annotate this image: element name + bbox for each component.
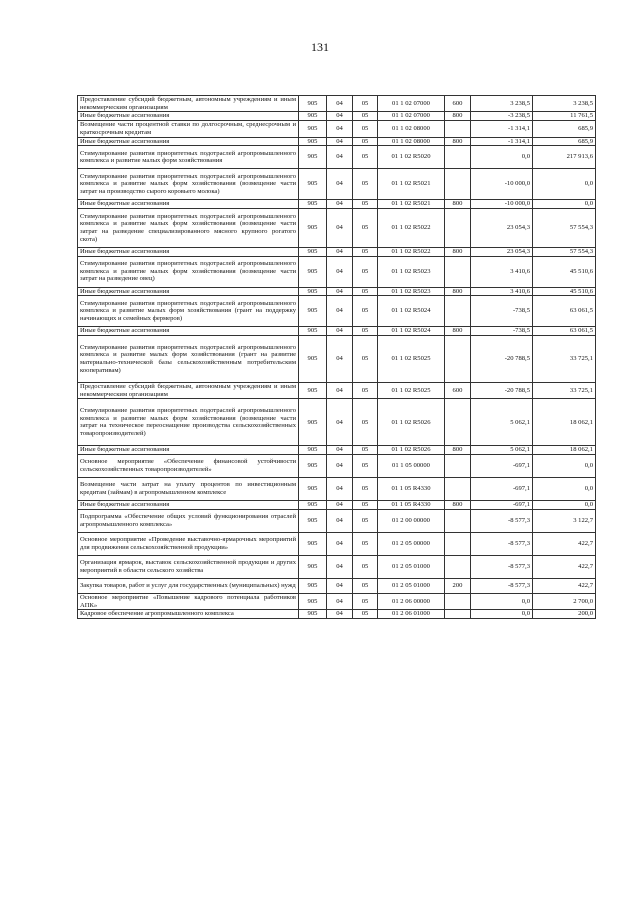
cell-sum2: 45 510,6: [533, 287, 596, 296]
cell-pr: 05: [353, 593, 378, 609]
cell-vr: [445, 509, 471, 532]
cell-pr: 05: [353, 446, 378, 455]
cell-rz: 04: [327, 287, 353, 296]
table-row: [78, 383, 596, 399]
cell-rz: 04: [327, 112, 353, 121]
table-row: [78, 208, 596, 247]
cell-sum2: 3 122,7: [533, 509, 596, 532]
cell-pr: 05: [353, 532, 378, 555]
cell-sum1: -8 577,3: [471, 555, 533, 578]
table-row: [78, 501, 596, 510]
cell-pr: 05: [353, 208, 378, 247]
cell-csr: 01 1 02 R5025: [378, 336, 445, 383]
cell-vr: 800: [445, 200, 471, 209]
cell-grbs: 905: [299, 121, 327, 137]
cell-vr: [445, 455, 471, 478]
cell-sum1: -1 314,1: [471, 137, 533, 146]
cell-pr: 05: [353, 610, 378, 619]
cell-rz: 04: [327, 200, 353, 209]
cell-grbs: 905: [299, 383, 327, 399]
cell-pr: 05: [353, 555, 378, 578]
cell-sum1: -1 314,1: [471, 121, 533, 137]
cell-grbs: 905: [299, 208, 327, 247]
cell-sum2: 18 062,1: [533, 399, 596, 446]
cell-csr: 01 1 02 R5024: [378, 327, 445, 336]
cell-sum2: 0,0: [533, 501, 596, 510]
cell-sum2: 0,0: [533, 455, 596, 478]
cell-sum1: 5 062,1: [471, 399, 533, 446]
cell-vr: 800: [445, 137, 471, 146]
cell-vr: 800: [445, 446, 471, 455]
cell-sum2: 57 554,3: [533, 208, 596, 247]
cell-grbs: 905: [299, 610, 327, 619]
cell-vr: [445, 121, 471, 137]
table-row: [78, 247, 596, 256]
cell-rz: 04: [327, 399, 353, 446]
cell-sum2: 422,7: [533, 578, 596, 593]
table-row: [78, 296, 596, 327]
cell-sum2: 45 510,6: [533, 256, 596, 287]
page-number: 131: [311, 40, 329, 54]
cell-sum1: -697,1: [471, 478, 533, 501]
cell-sum1: -3 238,5: [471, 112, 533, 121]
cell-sum2: 0,0: [533, 200, 596, 209]
table-row: [78, 112, 596, 121]
cell-csr: 01 2 00 00000: [378, 509, 445, 532]
cell-vr: [445, 296, 471, 327]
cell-vr: 800: [445, 287, 471, 296]
table-row: [78, 327, 596, 336]
cell-grbs: 905: [299, 455, 327, 478]
cell-sum1: -8 577,3: [471, 532, 533, 555]
cell-rz: 04: [327, 509, 353, 532]
cell-sum2: 2 700,0: [533, 593, 596, 609]
cell-rz: 04: [327, 610, 353, 619]
cell-sum2: 0,0: [533, 169, 596, 200]
cell-csr: 01 1 02 R5022: [378, 208, 445, 247]
budget-table: [77, 95, 596, 619]
cell-grbs: 905: [299, 478, 327, 501]
cell-vr: 200: [445, 578, 471, 593]
cell-vr: [445, 146, 471, 169]
cell-sum1: -10 000,0: [471, 200, 533, 209]
cell-sum2: 63 061,5: [533, 327, 596, 336]
table-row: [78, 478, 596, 501]
table-body: [78, 96, 596, 619]
cell-rz: 04: [327, 296, 353, 327]
cell-pr: 05: [353, 478, 378, 501]
table-row: [78, 578, 596, 593]
cell-csr: 01 1 02 08000: [378, 137, 445, 146]
cell-pr: 05: [353, 121, 378, 137]
cell-csr: 01 1 05 R4330: [378, 478, 445, 501]
cell-sum2: 217 913,6: [533, 146, 596, 169]
cell-rz: 04: [327, 446, 353, 455]
cell-sum1: -697,1: [471, 455, 533, 478]
table-row: [78, 121, 596, 137]
cell-name: Иные бюджетные ассигнования: [78, 501, 299, 510]
cell-vr: 600: [445, 383, 471, 399]
cell-grbs: 905: [299, 137, 327, 146]
cell-name: Иные бюджетные ассигнования: [78, 327, 299, 336]
cell-rz: 04: [327, 336, 353, 383]
cell-vr: [445, 256, 471, 287]
table-row: [78, 137, 596, 146]
table-row: [78, 200, 596, 209]
cell-pr: 05: [353, 327, 378, 336]
cell-vr: 800: [445, 112, 471, 121]
cell-name: Основное мероприятие «Повышение кадрового потенциала работников АПК»: [78, 593, 299, 609]
cell-pr: 05: [353, 578, 378, 593]
cell-sum2: 11 761,5: [533, 112, 596, 121]
cell-sum1: 0,0: [471, 146, 533, 169]
cell-vr: [445, 208, 471, 247]
cell-name: Кадровое обеспечение агропромышленного комплекса: [78, 610, 299, 619]
cell-csr: 01 2 05 00000: [378, 532, 445, 555]
cell-sum1: 5 062,1: [471, 446, 533, 455]
cell-name: Предоставление субсидий бюджетным, автономным учреждениям и иным некоммерческим организациям: [78, 383, 299, 399]
cell-grbs: 905: [299, 200, 327, 209]
table-row: [78, 446, 596, 455]
cell-grbs: 905: [299, 296, 327, 327]
cell-pr: 05: [353, 112, 378, 121]
cell-sum2: 200,0: [533, 610, 596, 619]
cell-sum1: -20 788,5: [471, 336, 533, 383]
cell-grbs: 905: [299, 399, 327, 446]
table-row: [78, 287, 596, 296]
cell-grbs: 905: [299, 578, 327, 593]
cell-name: Иные бюджетные ассигнования: [78, 247, 299, 256]
cell-name: Иные бюджетные ассигнования: [78, 200, 299, 209]
table-row: [78, 169, 596, 200]
cell-sum2: 33 725,1: [533, 383, 596, 399]
table-row: [78, 610, 596, 619]
cell-sum1: -20 788,5: [471, 383, 533, 399]
cell-name: Подпрограмма «Обеспечение общих условий функционирования отраслей агропромышленного комплекса»: [78, 509, 299, 532]
cell-pr: 05: [353, 399, 378, 446]
cell-vr: [445, 532, 471, 555]
cell-sum2: 685,9: [533, 121, 596, 137]
cell-rz: 04: [327, 532, 353, 555]
cell-name: Иные бюджетные ассигнования: [78, 446, 299, 455]
cell-sum1: 23 054,3: [471, 208, 533, 247]
cell-sum2: 422,7: [533, 555, 596, 578]
cell-sum1: -10 000,0: [471, 169, 533, 200]
cell-csr: 01 1 02 R5024: [378, 296, 445, 327]
cell-grbs: 905: [299, 112, 327, 121]
cell-name: Возмещение части процентной ставки по долгосрочным, среднесрочным и краткосрочным кредитам: [78, 121, 299, 137]
cell-grbs: 905: [299, 532, 327, 555]
cell-name: Стимулирование развития приоритетных подотраслей агропромышленного комплекса и развитие малых форм хозяйствования (возмещение части затрат на техническое переоснащение производства сельскохозяйственных товаропроизводителей): [78, 399, 299, 446]
cell-name: Предоставление субсидий бюджетным, автономным учреждениям и иным некоммерческим организациям: [78, 96, 299, 112]
cell-name: Организация ярмарок, выставок сельскохозяйственной продукции и других мероприятий в области сельского хозяйства: [78, 555, 299, 578]
table-row: [78, 593, 596, 609]
table-row: [78, 96, 596, 112]
cell-vr: 800: [445, 247, 471, 256]
cell-pr: 05: [353, 96, 378, 112]
cell-vr: 800: [445, 327, 471, 336]
cell-csr: 01 2 06 00000: [378, 593, 445, 609]
cell-name: Иные бюджетные ассигнования: [78, 287, 299, 296]
cell-name: Стимулирование развития приоритетных подотраслей агропромышленного комплекса и развитие малых форм хозяйствования (возмещение части затрат на производство сырого коровьего молока): [78, 169, 299, 200]
cell-csr: 01 1 02 R5021: [378, 200, 445, 209]
cell-grbs: 905: [299, 327, 327, 336]
cell-pr: 05: [353, 146, 378, 169]
cell-pr: 05: [353, 247, 378, 256]
cell-rz: 04: [327, 146, 353, 169]
cell-sum2: 18 062,1: [533, 446, 596, 455]
cell-sum1: 3 410,6: [471, 256, 533, 287]
cell-csr: 01 1 02 08000: [378, 121, 445, 137]
cell-sum1: 3 238,5: [471, 96, 533, 112]
cell-pr: 05: [353, 455, 378, 478]
cell-grbs: 905: [299, 287, 327, 296]
cell-rz: 04: [327, 501, 353, 510]
cell-vr: 800: [445, 501, 471, 510]
cell-csr: 01 1 02 07000: [378, 96, 445, 112]
cell-name: Иные бюджетные ассигнования: [78, 112, 299, 121]
cell-sum2: 33 725,1: [533, 336, 596, 383]
cell-csr: 01 1 02 R5022: [378, 247, 445, 256]
cell-pr: 05: [353, 287, 378, 296]
cell-rz: 04: [327, 247, 353, 256]
cell-sum1: -738,5: [471, 296, 533, 327]
cell-grbs: 905: [299, 96, 327, 112]
cell-pr: 05: [353, 137, 378, 146]
cell-name: Стимулирование развития приоритетных подотраслей агропромышленного комплекса и развитие малых форм хозяйствования (грант на развитие материально-технической базы сельскохозяйственным потребительским кооперативам): [78, 336, 299, 383]
table-row: [78, 555, 596, 578]
cell-vr: [445, 555, 471, 578]
table-row: [78, 455, 596, 478]
cell-rz: 04: [327, 96, 353, 112]
cell-grbs: 905: [299, 146, 327, 169]
cell-rz: 04: [327, 555, 353, 578]
cell-vr: [445, 336, 471, 383]
cell-pr: 05: [353, 383, 378, 399]
cell-rz: 04: [327, 478, 353, 501]
cell-grbs: 905: [299, 509, 327, 532]
cell-rz: 04: [327, 121, 353, 137]
table-row: [78, 509, 596, 532]
cell-vr: [445, 169, 471, 200]
cell-pr: 05: [353, 200, 378, 209]
cell-name: Стимулирование развития приоритетных подотраслей агропромышленного комплекса и развитие малых форм хозяйствования (возмещение части затрат на разведение овец): [78, 256, 299, 287]
cell-grbs: 905: [299, 555, 327, 578]
cell-sum2: 422,7: [533, 532, 596, 555]
cell-rz: 04: [327, 137, 353, 146]
cell-rz: 04: [327, 455, 353, 478]
cell-sum2: 3 238,5: [533, 96, 596, 112]
cell-pr: 05: [353, 296, 378, 327]
cell-pr: 05: [353, 336, 378, 383]
cell-grbs: 905: [299, 593, 327, 609]
cell-csr: 01 2 06 01000: [378, 610, 445, 619]
table-row: [78, 146, 596, 169]
cell-sum1: -738,5: [471, 327, 533, 336]
cell-csr: 01 2 05 01000: [378, 578, 445, 593]
cell-rz: 04: [327, 383, 353, 399]
cell-rz: 04: [327, 327, 353, 336]
cell-csr: 01 1 02 R5021: [378, 169, 445, 200]
cell-grbs: 905: [299, 446, 327, 455]
cell-name: Основное мероприятие «Обеспечение финансовой устойчивости сельскохозяйственных товаропроизводителей»: [78, 455, 299, 478]
cell-csr: 01 1 02 R5023: [378, 287, 445, 296]
table-row: [78, 532, 596, 555]
cell-sum2: 0,0: [533, 478, 596, 501]
cell-grbs: 905: [299, 256, 327, 287]
cell-csr: 01 1 02 R5026: [378, 399, 445, 446]
cell-csr: 01 2 05 01000: [378, 555, 445, 578]
cell-sum2: 685,9: [533, 137, 596, 146]
cell-pr: 05: [353, 256, 378, 287]
cell-name: Основное мероприятие «Проведение выставочно-ярмарочных мероприятий для продвижения сельскохозяйственной продукции»: [78, 532, 299, 555]
cell-rz: 04: [327, 208, 353, 247]
cell-name: Иные бюджетные ассигнования: [78, 137, 299, 146]
cell-name: Возмещение части затрат на уплату процентов по инвестиционным кредитам (займам) в агропромышленном комплексе: [78, 478, 299, 501]
cell-pr: 05: [353, 509, 378, 532]
cell-pr: 05: [353, 501, 378, 510]
cell-grbs: 905: [299, 501, 327, 510]
cell-name: Стимулирование развития приоритетных подотраслей агропромышленного комплекса и развитие малых форм хозяйствования (возмещение части затрат на разведение специализированного мясного крупного рогатого скота): [78, 208, 299, 247]
cell-rz: 04: [327, 256, 353, 287]
table-row: [78, 399, 596, 446]
cell-rz: 04: [327, 593, 353, 609]
cell-rz: 04: [327, 578, 353, 593]
table-row: [78, 336, 596, 383]
table-row: [78, 256, 596, 287]
cell-rz: 04: [327, 169, 353, 200]
cell-vr: 600: [445, 96, 471, 112]
cell-csr: 01 1 02 07000: [378, 112, 445, 121]
cell-csr: 01 1 02 R5025: [378, 383, 445, 399]
cell-sum1: 0,0: [471, 593, 533, 609]
cell-csr: 01 1 02 R5026: [378, 446, 445, 455]
cell-vr: [445, 593, 471, 609]
cell-sum1: 3 410,6: [471, 287, 533, 296]
cell-vr: [445, 610, 471, 619]
cell-sum1: -697,1: [471, 501, 533, 510]
cell-sum2: 63 061,5: [533, 296, 596, 327]
cell-sum1: 0,0: [471, 610, 533, 619]
cell-vr: [445, 399, 471, 446]
cell-csr: 01 1 05 R4330: [378, 501, 445, 510]
cell-name: Закупка товаров, работ и услуг для государственных (муниципальных) нужд: [78, 578, 299, 593]
cell-sum1: 23 054,3: [471, 247, 533, 256]
cell-csr: 01 1 02 R5020: [378, 146, 445, 169]
cell-csr: 01 1 02 R5023: [378, 256, 445, 287]
cell-vr: [445, 478, 471, 501]
cell-name: Стимулирование развития приоритетных подотраслей агропромышленного комплекса и развитие малых форм хозяйствования: [78, 146, 299, 169]
cell-pr: 05: [353, 169, 378, 200]
cell-grbs: 905: [299, 169, 327, 200]
cell-name: Стимулирование развития приоритетных подотраслей агропромышленного комплекса и развитие малых форм хозяйствования (грант на поддержку начинающих и семейных фермеров): [78, 296, 299, 327]
cell-csr: 01 1 05 00000: [378, 455, 445, 478]
cell-sum1: -8 577,3: [471, 509, 533, 532]
cell-sum1: -8 577,3: [471, 578, 533, 593]
cell-grbs: 905: [299, 247, 327, 256]
cell-grbs: 905: [299, 336, 327, 383]
cell-sum2: 57 554,3: [533, 247, 596, 256]
